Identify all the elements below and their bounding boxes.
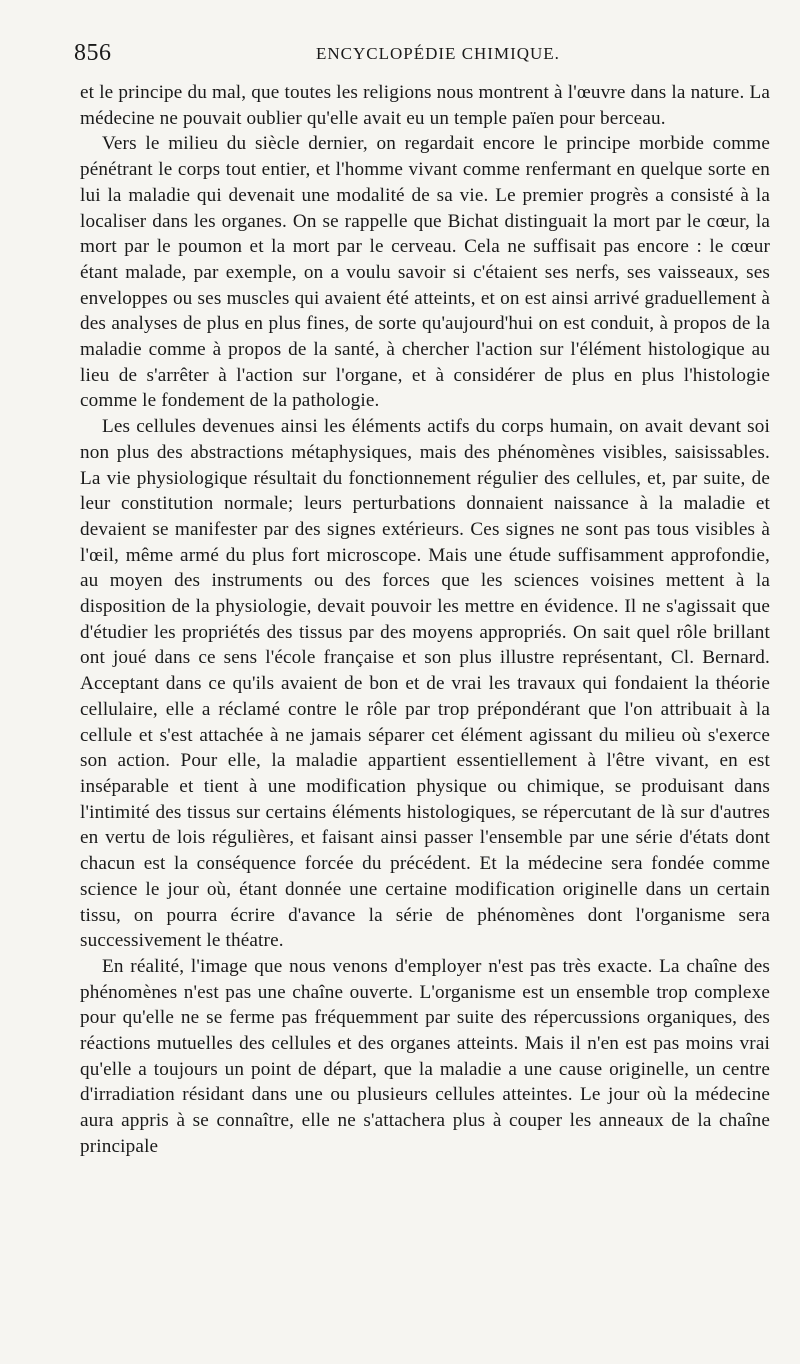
paragraph: En réalité, l'image que nous venons d'employer n'est pas très exacte. La chaîne des phénomènes n'est pas une chaîne ouverte. L'organisme est un ensemble trop complexe pour qu'elle ne se ferme pas fréquemment par suite des répercussions organiques, des réactions mutuelles des cellules et des organes atteints. Mais il n'en est pas moins vrai qu'elle a toujours un point de départ, que la maladie a une cause originelle, un centre d'irradiation résidant dans une ou plusieurs cellules atteintes. Le jour où la médecine aura appris à se connaître, elle ne s'attachera plus à couper les anneaux de la chaîne principale bbox=[80, 955, 770, 1157]
paragraph: Les cellules devenues ainsi les éléments actifs du corps humain, on avait devant soi non plus des abstractions métaphysiques, mais des phénomènes visibles, saisissables. La vie physiologique résultait du fonctionnement régulier des cellules, et, par suite, de leur constitution normale; leurs perturbations donnaient naissance à la maladie et devaient se manifester par des signes extérieurs. Ces signes ne sont pas tous visibles à l'œil, même armé du plus fort microscope. Mais une étude suffisamment approfondie, au moyen des instruments ou des forces que les sciences voisines mettent à la disposition de la physiologie, devait pouvoir les mettre en évidence. Il ne s'agissait que d'étudier les propriétés des tissus par des moyens appropriés. On sait quel rôle brillant ont joué dans ce sens l'école française et son plus illustre représentant, Cl. Bernard. Acceptant dans ce qu'ils avaient de bon et de vrai les travaux qui fondaient la théorie cellulaire, elle a réclamé contre le rôle par trop prépondérant que l'on attribuait à la cellule et s'est attachée à ne jamais séparer cet élément agissant du milieu où s'exerce son action. Pour elle, la maladie appartient essentiellement à l'être vivant, en est inséparable et tient à une modification physique ou chimique, se produisant dans l'intimité des tissus sur certains éléments histologiques, se répercutant de là sur d'autres en vertu de lois régulières, et faisant ainsi passer l'ensemble par une série d'états dont chacun est la conséquence forcée du précédent. Et la médecine sera fondée comme science le jour où, étant donnée une certaine modification originelle dans un certain tissu, on pourra écrire d'avance la série de phénomènes dont l'organisme sera successivement le théatre. bbox=[80, 416, 770, 952]
page-header bbox=[74, 40, 754, 76]
paragraph: Vers le milieu du siècle dernier, on regardait encore le principe morbide comme pénétrant le corps tout entier, et l'homme vivant comme renfermant en quelque sorte en lui la maladie qui devenait une modalité de sa vie. Le premier progrès a consisté à la localiser dans les organes. On se rappelle que Bichat distinguait la mort par le cœur, la mort par le poumon et la mort par le cerveau. Cela ne suffisait pas encore : le cœur étant malade, par exemple, on a voulu savoir si c'étaient ses nerfs, ses vaisseaux, ses enveloppes ou ses muscles qui avaient été atteints, et on est ainsi arrivé graduellement à des analyses de plus en plus fines, de sorte qu'aujourd'hui on est conduit, à propos de la maladie comme à propos de la santé, à chercher l'action sur l'élément histologique au lieu de s'arrêter à l'action sur l'organe, et à considérer de plus en plus l'histologie comme le fondement de la pathologie. bbox=[80, 133, 770, 412]
page-number: 856 bbox=[74, 40, 112, 66]
running-title: ENCYCLOPÉDIE CHIMIQUE. bbox=[316, 44, 560, 63]
paragraph-continued: et le principe du mal, que toutes les religions nous montrent à l'œuvre dans la nature. La médecine ne pouvait oublier qu'elle avait eu un temple païen pour berceau. bbox=[80, 82, 770, 129]
page-body bbox=[80, 80, 770, 1160]
